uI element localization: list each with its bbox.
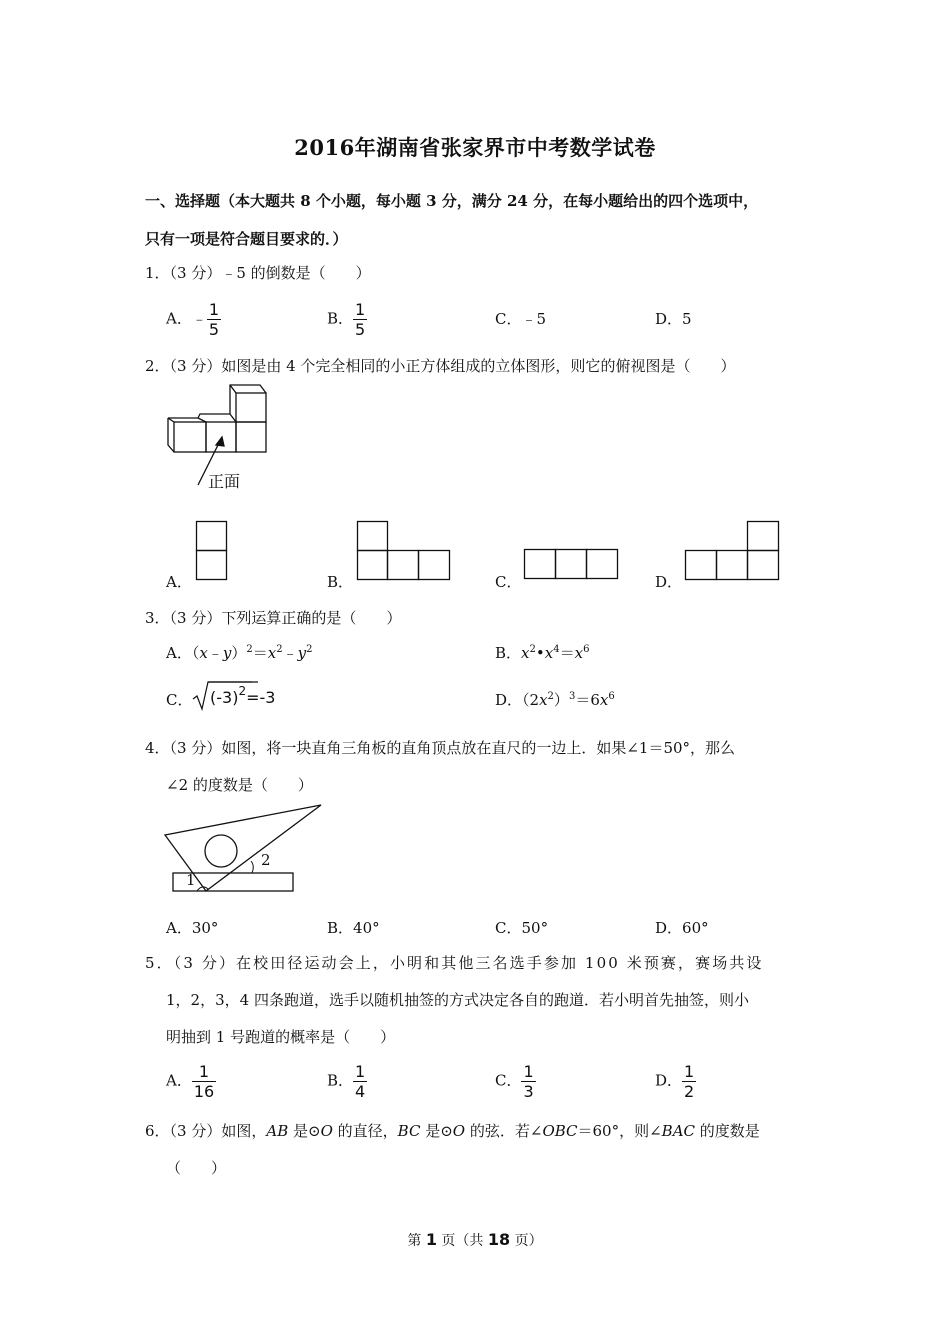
q3-option-c: $(-3)^2=-3$ <box>210 683 276 707</box>
q3-option-a: A．$(x﹣y)^2=x^2﹣y^2$ <box>166 644 313 662</box>
section-heading-line2: 只有一项是符合题目要求的．） <box>145 230 348 248</box>
question-5-stem-line3: 明抽到 1 号跑道的概率是（ ） <box>166 1028 396 1046</box>
q2-option-d-figure <box>685 521 780 581</box>
question-2-stem: 2．（3 分）如图是由 4 个完全相同的小正方体组成的立体图形，则它的俯视图是（ ） <box>145 357 736 375</box>
q2-option-c: C． <box>495 573 522 591</box>
question-5-stem-line2: 1，2，3，4 四条跑道，选手以随机抽签的方式决定各自的跑道．若小明首先抽签，则小 <box>166 991 749 1009</box>
question-4-stem-line2: ∠2 的度数是（ ） <box>166 776 313 794</box>
q1-option-d: D．5 <box>655 310 692 328</box>
section-heading-line1: 一、选择题（本大题共 8 个小题，每小题 3 分，满分 24 分，在每小题给出的四个选项中， <box>145 192 759 210</box>
q4-option-c: C．50° <box>495 919 549 937</box>
q2-option-a: A． <box>166 573 192 591</box>
question-4-stem-line1: 4．（3 分）如图，将一块直角三角板的直角顶点放在直尺的一边上．如果∠1＝50°，那么 <box>145 739 736 757</box>
q3-option-b: B．$x^2•x^4=x^6$ <box>495 644 590 662</box>
q2-option-b: B． <box>327 573 354 591</box>
question-3-stem: 3．（3 分）下列运算正确的是（ ） <box>145 609 402 627</box>
q5-option-d: D． $\frac{1}{2}$ <box>655 1062 695 1101</box>
q4-option-d: D．60° <box>655 919 709 937</box>
page-title: 2016年湖南省张家界市中考数学试卷 <box>294 135 656 160</box>
q2-option-a-figure <box>196 521 228 581</box>
question-6-stem-line2: （ ） <box>166 1159 227 1177</box>
q2-option-b-figure <box>357 521 451 581</box>
q1-option-c: C．﹣5 <box>495 310 547 328</box>
q3-option-d: D．$(2x^2)^3=6x^6$ <box>495 691 615 709</box>
q1-option-b: B． $\frac{1}{5}$ <box>327 300 366 339</box>
q4-option-b: B．40° <box>327 919 380 937</box>
q3-sqrt-bar <box>208 681 260 683</box>
q4-angle-2-label: 2 <box>261 851 271 869</box>
question-5-stem-line1: 5．（3 分）在校田径运动会上，小明和其他三名选手参加 100 米预赛，赛场共设 <box>145 954 764 972</box>
q5-option-a: A． $\frac{1}{16}$ <box>166 1062 215 1101</box>
q2-front-label: 正面 <box>208 472 241 491</box>
q4-option-a: A．30° <box>166 919 219 937</box>
question-6-stem-line1: 6．（3 分）如图，AB 是⊙O 的直径，BC 是⊙O 的弦．若∠OBC＝60°，则∠BAC 的度数是 <box>145 1122 760 1140</box>
q3-sqrt-sign <box>192 681 212 711</box>
q5-option-b: B． $\frac{1}{4}$ <box>327 1062 366 1101</box>
q5-option-c: C． $\frac{1}{3}$ <box>495 1062 534 1101</box>
q4-angle-1-label: 1 <box>186 871 196 889</box>
page-footer: 第 1 页（共 18 页） <box>407 1230 543 1249</box>
q2-option-c-figure <box>524 549 619 581</box>
q3-option-c-label: C． <box>166 691 193 709</box>
question-1-stem: 1．（3 分）﹣5 的倒数是（ ） <box>145 264 371 282</box>
q1-option-a: A．﹣ $\frac{1}{5}$ <box>166 300 220 339</box>
q2-option-d: D． <box>655 573 683 591</box>
